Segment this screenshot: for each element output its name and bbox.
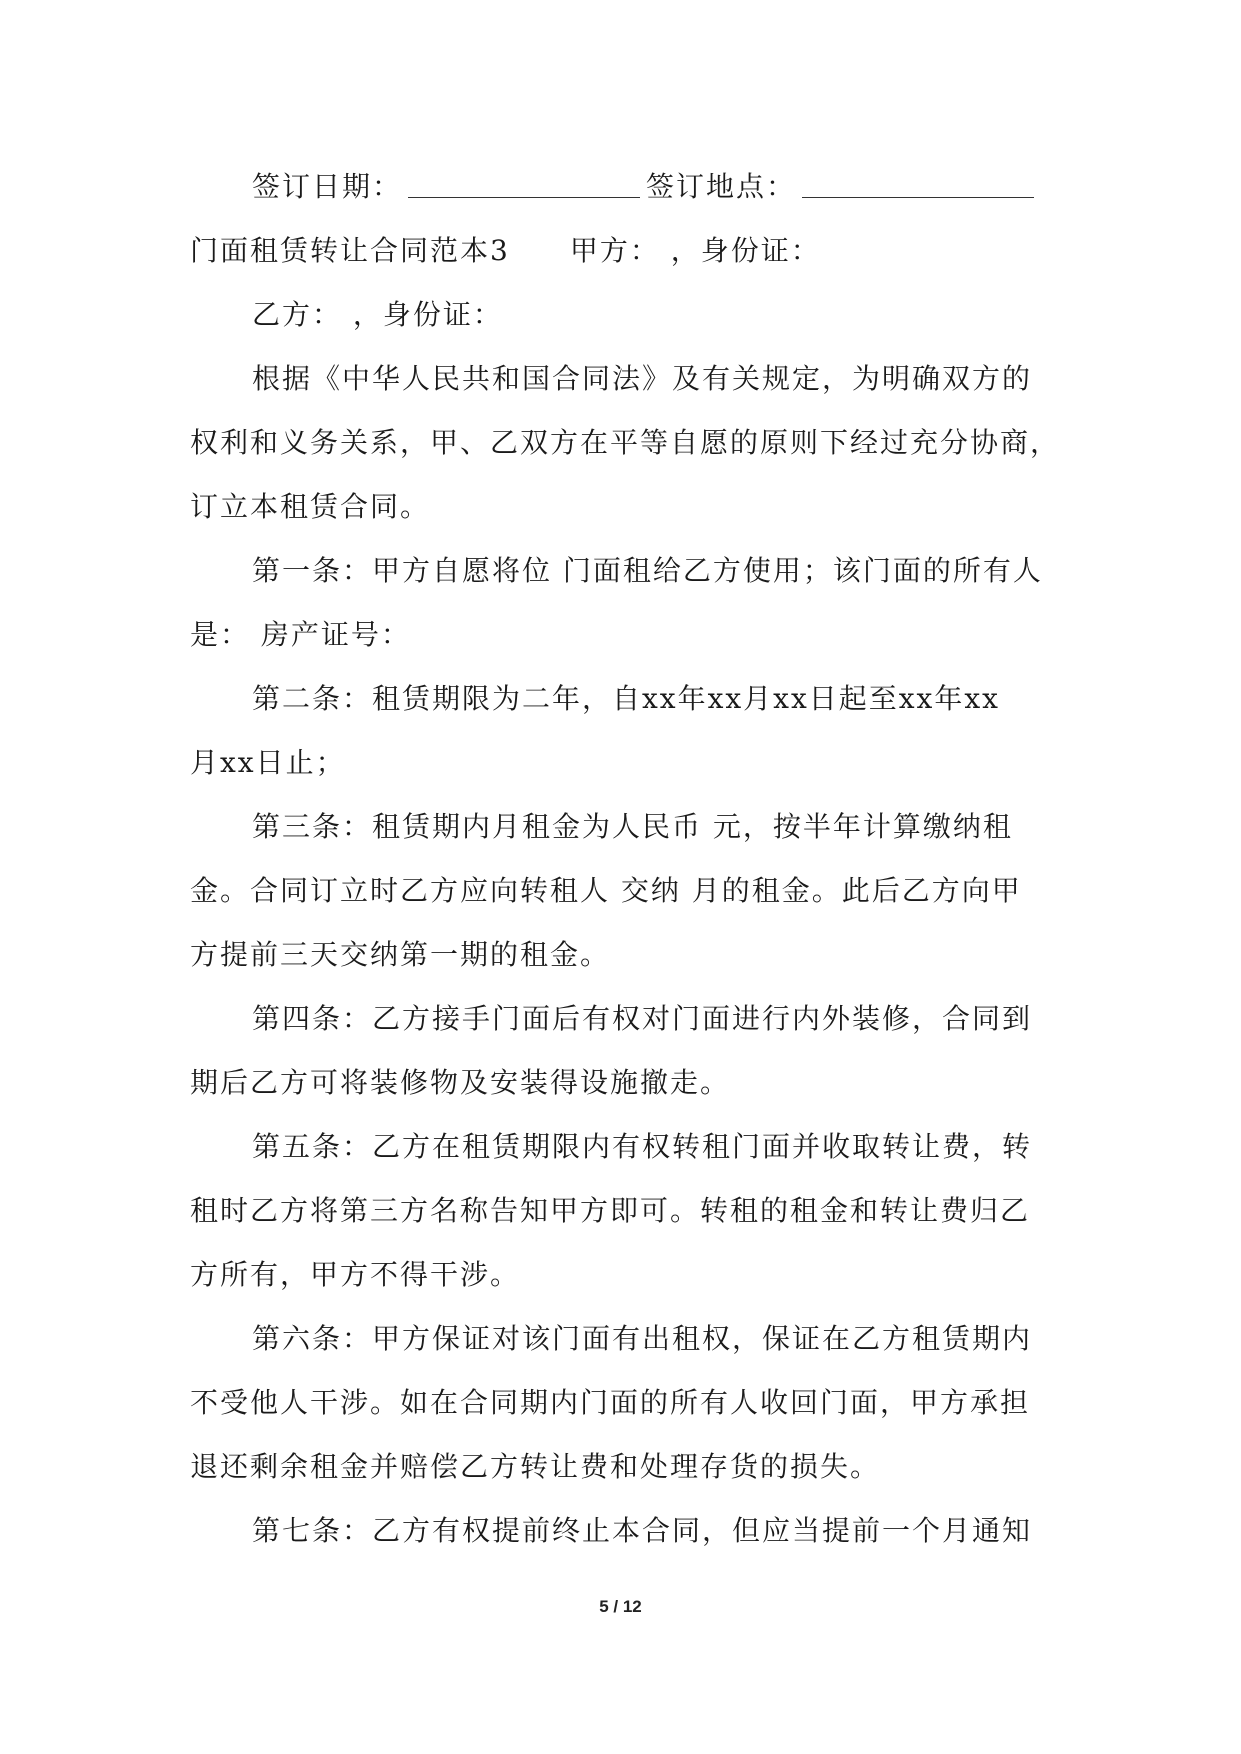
paragraph-line: 根据《中华人民共和国合同法》及有关规定，为明确双方的 <box>252 362 1033 395</box>
page-number: 5 / 12 <box>599 1597 642 1616</box>
party-b-line: 乙方： ，身份证： <box>252 298 503 331</box>
paragraph-line: 期后乙方可将装修物及安装得设施撤走。 <box>190 1066 731 1099</box>
sign-place-label: 签订地点： <box>646 170 797 203</box>
clause-paragraph <box>190 347 1061 539</box>
paragraph-line: 不受他人干涉。如在合同期内门面的所有人收回门面，甲方承担 <box>190 1386 1031 1419</box>
clause-paragraph <box>190 1115 1050 1307</box>
contract-clauses <box>190 347 1061 1563</box>
clause-paragraph <box>190 1307 1050 1499</box>
paragraph-line: 月xx日止； <box>190 746 346 779</box>
paragraph-line: 第四条：乙方接手门面后有权对门面进行内外装修，合同到 <box>252 1002 1033 1035</box>
sign-place-blank <box>802 171 1034 198</box>
party-a-line: 甲方： ，身份证： <box>569 234 821 267</box>
paragraph-line: 第二条：租赁期限为二年，自xx年xx月xx日起至xx年xx <box>252 682 1000 715</box>
paragraph-line: 权利和义务关系，甲、乙双方在平等自愿的原则下经过充分协商， <box>190 426 1061 459</box>
paragraph-line: 第一条：甲方自愿将位 门面租给乙方使用；该门面的所有人 <box>252 554 1043 587</box>
paragraph-line: 第七条：乙方有权提前终止本合同，但应当提前一个月通知 <box>252 1514 1033 1547</box>
clause-paragraph <box>190 539 1050 667</box>
paragraph-line: 订立本租赁合同。 <box>190 490 431 523</box>
sign-date-label: 签订日期： <box>252 170 403 203</box>
paragraph-line: 第三条：租赁期内月租金为人民币 元，按半年计算缴纳租 <box>252 810 1013 843</box>
clause-paragraph <box>190 667 1050 795</box>
paragraph-line: 租时乙方将第三方名称告知甲方即可。转租的租金和转让费归乙 <box>190 1194 1031 1227</box>
sign-row <box>190 155 1050 219</box>
paragraph-line: 是： 房产证号： <box>190 618 411 651</box>
document-body <box>190 155 1061 1563</box>
paragraph-line: 第六条：甲方保证对该门面有出租权，保证在乙方租赁期内 <box>252 1322 1033 1355</box>
sign-date-blank <box>408 171 640 198</box>
clause-paragraph <box>190 1499 1050 1563</box>
paragraph-line: 退还剩余租金并赔偿乙方转让费和处理存货的损失。 <box>190 1450 881 1483</box>
contract-title: 门面租赁转让合同范本3 <box>190 234 510 267</box>
paragraph-line: 方提前三天交纳第一期的租金。 <box>190 938 611 971</box>
contract-heading <box>190 219 1050 283</box>
paragraph-line: 方所有，甲方不得干涉。 <box>190 1258 521 1291</box>
clause-paragraph <box>190 987 1050 1115</box>
paragraph-line: 金。合同订立时乙方应向转租人 交纳 月的租金。此后乙方向甲 <box>190 874 1022 907</box>
paragraph-line: 第五条：乙方在租赁期限内有权转租门面并收取转让费，转 <box>252 1130 1033 1163</box>
clause-paragraph <box>190 795 1050 987</box>
